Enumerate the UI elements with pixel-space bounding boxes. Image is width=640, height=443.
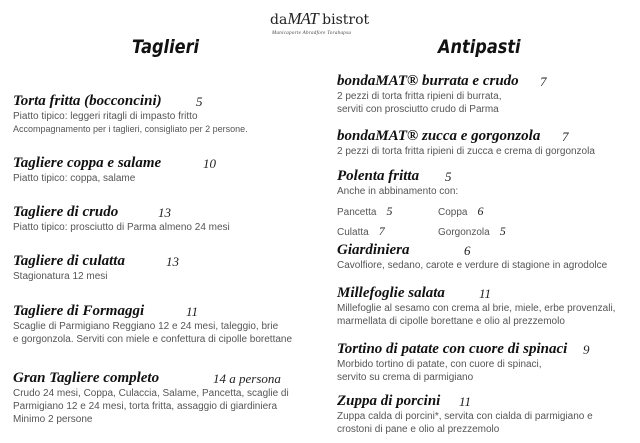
item-description: Piatto tipico: leggeri ritagli di impasto fritto: [13, 111, 198, 122]
item-price: 6: [464, 243, 471, 258]
item-name: Tagliere di Formaggi: [13, 303, 145, 319]
item-description: Zuppa calda di porcini*, servita con cialda di parmigiano e: [337, 411, 593, 422]
item-name: Tagliere coppa e salame: [13, 155, 162, 171]
logo-mat: MAT: [287, 9, 318, 28]
item-name: Torta fritta (bocconcini): [13, 93, 162, 109]
item-name: Tagliere di crudo: [13, 204, 119, 220]
item-description: Cavolfiore, sedano, carote e verdure di stagione in agrodolce: [337, 260, 608, 271]
item-price: 13: [158, 205, 171, 220]
item-description: Piatto tipico: prosciutto di Parma almeno 24 mesi: [13, 222, 230, 233]
item-price: 13: [166, 254, 179, 269]
menu-item: [13, 370, 289, 426]
logo: [270, 9, 369, 29]
item-description: crostoni di pane e olio al prezzemolo: [337, 424, 500, 435]
menu-item: [13, 204, 230, 234]
item-description: servito su crema di parmigiano: [337, 372, 474, 383]
menu-item: [337, 285, 615, 328]
item-price: 11: [479, 286, 492, 301]
item-description: Stagionatura 12 mesi: [13, 271, 108, 282]
item-description: Parmigiano 12 e 24 mesi, torta fritta, assaggio di giardiniera: [13, 401, 278, 412]
item-price: 11: [459, 394, 472, 409]
item-description: 2 pezzi di torta fritta ripieni di burrata,: [337, 91, 502, 102]
item-name: bondaMAT® burrata e crudo: [337, 73, 519, 89]
item-price: 14 a persona: [213, 371, 281, 386]
menu-item: [337, 242, 607, 272]
option-price: 5: [499, 224, 506, 238]
item-price: 5: [445, 169, 452, 184]
item-description: Anche in abbinamento con:: [337, 186, 459, 197]
item-description: Minimo 2 persone: [13, 414, 93, 425]
item-price: 5: [196, 94, 203, 109]
item-description: 2 pezzi di torta fritta ripieni di zucca e crema di gorgonzola: [337, 146, 595, 157]
item-name: Gran Tagliere completo: [13, 370, 160, 386]
item-name: Millefoglie salata: [337, 285, 445, 301]
menu-item: [337, 73, 547, 116]
item-name: Polenta fritta: [337, 168, 420, 184]
menu-item: [13, 303, 292, 346]
option-name: Gorgonzola: [438, 227, 490, 238]
polenta-option: [438, 204, 483, 219]
item-price: 10: [203, 156, 216, 171]
item-name: bondaMAT® zucca e gorgonzola: [337, 128, 541, 144]
tagline: Manicaporte Abradfore Torabapsu: [272, 31, 352, 36]
item-name: Tagliere di culatta: [13, 253, 125, 269]
item-description: Scaglie di Parmigiano Reggiano 12 e 24 mesi, taleggio, brie: [13, 321, 279, 332]
item-description: Accompagnamento per i taglieri, consigliato per 2 persone.: [13, 124, 248, 134]
menu-item: [337, 341, 590, 384]
item-price: 11: [186, 304, 199, 319]
logo-bistrot: bistrot: [322, 12, 370, 28]
menu-item: [13, 155, 216, 185]
item-description: marmellata di cipolle borettane e olio al prezzemolo: [337, 316, 565, 327]
menu-item: [337, 128, 595, 158]
section-title-antipasti: Antipasti: [438, 36, 521, 58]
polenta-option: [337, 204, 392, 219]
item-description: e gorgonzola. Serviti con miele e confettura di cipolle borettane: [13, 334, 293, 345]
item-price: 7: [540, 74, 547, 89]
menu-item: [13, 93, 248, 136]
item-description: Crudo 24 mesi, Coppa, Culaccia, Salame, Pancetta, scaglie di: [13, 388, 289, 399]
option-name: Pancetta: [337, 207, 377, 218]
polenta-option: [438, 224, 506, 239]
option-price: 7: [378, 224, 385, 238]
item-description: Millefoglie al sesamo con crema al brie, miele, erbe provenzali,: [337, 303, 616, 314]
item-description: serviti con prosciutto crudo di Parma: [337, 104, 499, 115]
item-price: 9: [583, 342, 590, 357]
option-name: Culatta: [337, 227, 369, 238]
menu-item: [337, 168, 458, 198]
section-title-taglieri: Taglieri: [132, 36, 200, 58]
item-description: Piatto tipico: coppa, salame: [13, 173, 136, 184]
menu-item: [337, 393, 593, 436]
option-name: Coppa: [438, 207, 468, 218]
option-price: 5: [386, 204, 393, 218]
polenta-option: [337, 224, 385, 239]
item-description: Morbido tortino di patate, con cuore di spinaci,: [337, 359, 542, 370]
item-name: Giardiniera: [337, 242, 410, 258]
item-price: 7: [562, 129, 569, 144]
item-name: Zuppa di porcini: [337, 393, 441, 409]
menu-item: [13, 253, 179, 283]
option-price: 6: [477, 204, 484, 218]
item-name: Tortino di patate con cuore di spinaci: [337, 341, 568, 357]
logo-da: da: [270, 12, 288, 28]
